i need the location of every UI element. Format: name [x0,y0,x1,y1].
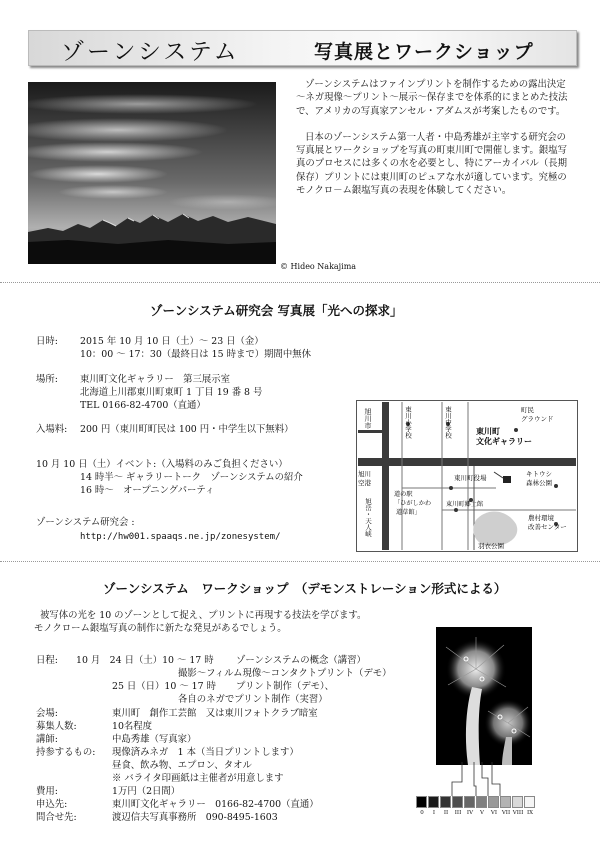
bring-item: 現像済みネガ 1 本（当日プリントします） [112,747,299,758]
event-heading: 10 月 10 日（土）イベント:（入場料のみご負担ください） [36,459,288,470]
day1-text: 撮影～フィルム現像～コンタクトプリント（デモ） [178,668,392,679]
zone-label: 0 [420,810,424,816]
zone-connector-lines [422,762,562,796]
event-talk: 14 時半～ ギャラリートーク ゾーンシステムの紹介 [80,472,303,483]
map-label: 道草館」 [396,509,421,516]
bring-label: 持参するもの: [36,747,96,758]
workshop-intro: モノクローム銀塩写真の制作に新たな発見があるでしょう。 [34,623,287,634]
map-label: 空港 [358,479,371,487]
bring-item: ※ バライタ印画紙は主催者が用意します [112,773,284,784]
plant-photo [436,627,532,765]
title-sub: 写真展とワークショップ [314,41,534,63]
map-label: 東川中学校 [444,406,452,439]
map-label: グラウンド [521,415,554,423]
map-label: 町民 [521,406,534,414]
venue-label: 会場: [36,708,58,719]
apply-value: 東川町文化ギャラリー 0166-82-4700（直通） [112,799,319,810]
intro-text [296,78,568,210]
capacity-value: 10名程度 [112,721,153,732]
map-label: 道の駅 [394,491,413,498]
zone-swatch [416,796,427,808]
intro-paragraph: 日本のゾーンシステム第一人者・中島秀雄が主宰する研究会の写真展とワークショップを写真の町東川町で開催します。銀塩写真のプロセスには多くの水を必要とし、特にアーカイバル（長期保存）プリントには東川町のピュアな水が適しています。究極のモノクロ－ム銀塩写真の表現を体験してください。 [296,131,567,197]
zone-swatch [440,796,451,808]
day2-text: 各自のネガでプリント制作（実習） [178,694,328,705]
fee-value: 200 円（東川町町民は 100 円・中学生以下無料） [80,424,294,435]
zone-label: IV [466,810,474,816]
zone-swatch [512,796,523,808]
zone-swatch [476,796,487,808]
title-main: ゾーンシステム [61,39,240,65]
place-label: 場所: [36,374,58,385]
inquiry-value: 渡辺信夫写真事務所 090-8495-1603 [112,812,278,823]
cloud-mountain-photo [28,82,276,264]
cost-value: 1万円（2日間） [112,786,181,797]
map-label: 東川町役場 [454,474,487,482]
date-line: 2015 年 10 月 10 日（土）～ 23 日（金） [80,336,264,347]
photo-credit: © Hideo Nakajima [280,262,357,271]
zone-label: V [480,810,484,816]
map-label: 羽衣公園 [478,542,504,550]
zone-labels [416,808,536,818]
zone-scale [416,796,536,818]
place-phone: TEL 0166-82-4700（直通） [80,400,206,411]
zone-label: VIII [512,810,524,816]
map-label: 森林公園 [526,479,552,487]
map-label: 東川町郷土館 [446,501,484,508]
map-label-gallery: 文化ギャラリー [476,437,532,446]
intro-paragraph: ゾーンシステムはファインプリントを制作するための露出決定～ネガ現像～プリント～展示～保存までを体系的にまとめた技法で、アメリカの写真家アンセル・アダムスが考案したものです。 [296,79,568,117]
place-address: 北海道上川郡東川町東町 1 丁目 19 番 8 号 [80,387,263,398]
map-label: 農村環境 [528,514,554,522]
apply-label: 申込先: [36,799,68,810]
capacity-label: 募集人数: [36,721,77,732]
zone-label: I [432,810,436,816]
day2-text: プリント制作（デモ）、 [236,681,335,692]
title-banner [28,30,577,66]
divider [0,282,600,283]
map-label: 旭岳・天人峡 [364,498,372,537]
map-label-gallery: 東川町 [476,427,500,436]
zone-swatch [500,796,511,808]
instructor-value: 中島秀雄（写真家） [112,734,197,745]
bring-item: 昼食、飲み物、エプロン、タオル [112,760,252,771]
zone-swatches [416,796,536,808]
zone-swatch [524,796,535,808]
zone-label: VII [501,810,511,816]
zone-label: III [454,810,462,816]
map-label: 東川小学校 [404,406,412,439]
schedule-label: 日程: [36,655,58,666]
zone-swatch [452,796,463,808]
zone-label: II [443,810,449,816]
map-label: キトウシ [526,470,552,478]
day2-date: 25 日（日）10 ～ 17 時 [112,681,216,692]
map-label: 「ひがしかわ [394,500,432,507]
map-label: 旭川市 [364,408,372,429]
time-line: 10：00 ～ 17：30（最終日は 15 時まで）期間中無休 [80,349,311,360]
map-label: 改善センター [528,523,567,531]
instructor-label: 講師: [36,734,58,745]
day1-date: 10 月 24 日（土）10 ～ 17 時 [76,655,214,666]
society-url[interactable]: http://hw001.spaaqs.ne.jp/zonesystem/ [80,532,281,542]
fee-label: 入場料: [36,424,68,435]
workshop-title: ゾーンシステム ワークショップ （デモンストレーション形式による） [103,581,507,596]
place-name: 東川町文化ギャラリー 第三展示室 [80,374,231,385]
exhibition-title: ゾーンシステム研究会 写真展「光への探求」 [150,303,403,318]
event-party: 16 時～ オープニングパーティ [80,485,215,496]
access-map [356,400,578,552]
day1-text: ゾーンシステムの概念（講習） [236,655,366,666]
zone-label: VI [490,810,498,816]
map-label: 旭川 [358,470,371,478]
venue-value: 東川町 創作工芸館 又は東川フォトクラブ暗室 [112,708,318,719]
cost-label: 費用: [36,786,58,797]
society-label: ゾーンシステム研究会 : [36,517,135,528]
divider [0,561,600,562]
date-label: 日時: [36,336,58,347]
zone-label: IX [526,810,534,816]
zone-swatch [428,796,439,808]
workshop-intro: 被写体の光を 10 のゾーンとして捉え、プリントに再現する技法を学びます。 [40,610,367,621]
zone-swatch [488,796,499,808]
zone-swatch [464,796,475,808]
inquiry-label: 問合せ先: [36,812,77,823]
